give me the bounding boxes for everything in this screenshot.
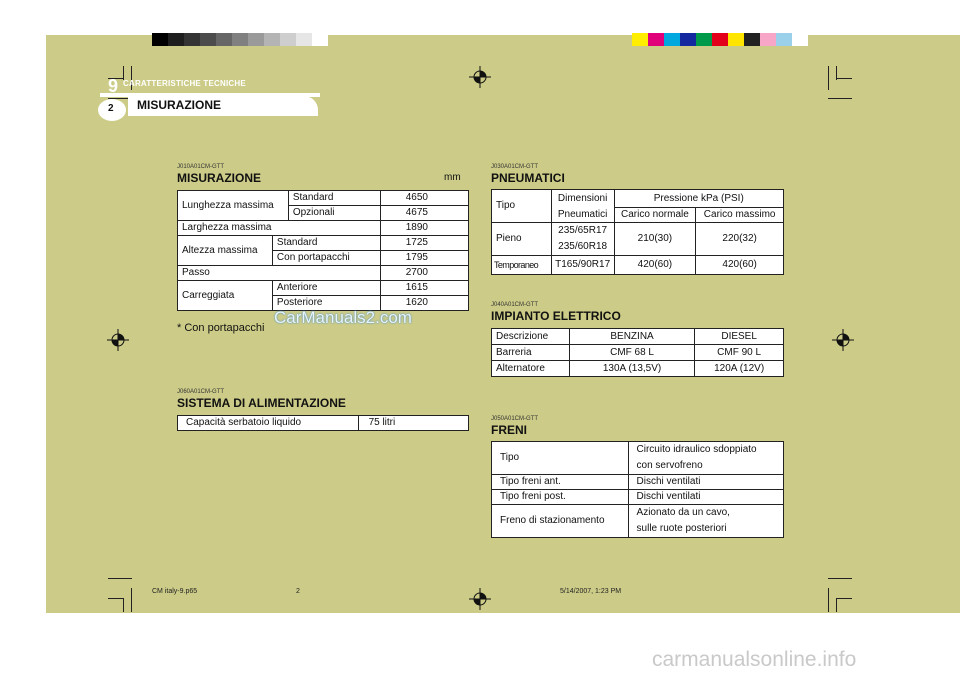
- row-label: Carreggiata: [178, 281, 273, 311]
- table-row: [178, 221, 469, 236]
- color-swatch: [184, 33, 200, 46]
- registration-target-icon: [832, 329, 854, 351]
- crop-mark: [836, 78, 852, 79]
- color-swatch: [264, 33, 280, 46]
- color-swatch: [200, 33, 216, 46]
- row-value: 2700: [381, 266, 469, 281]
- table-row: [492, 361, 784, 377]
- tire-size: 235/65R17: [558, 225, 608, 236]
- crop-mark: [108, 578, 132, 579]
- color-swatch: [712, 33, 728, 46]
- footer-date: 5/14/2007, 1:23 PM: [560, 588, 622, 595]
- row-value: 1890: [381, 221, 469, 236]
- row-label: Tipo freni ant.: [492, 475, 629, 490]
- row-value-line: Azionato da un cavo,: [636, 507, 730, 518]
- crop-mark: [108, 598, 124, 599]
- row-value: 1725: [381, 236, 469, 251]
- row-value: 75 litri: [358, 416, 468, 431]
- row-value: 1615: [381, 281, 469, 296]
- crop-mark: [123, 598, 124, 612]
- column-header: Carico normale: [614, 208, 696, 223]
- electrical-table: [491, 328, 784, 377]
- section-tab-title: MISURAZIONE: [137, 98, 221, 112]
- section-heading: IMPIANTO ELETTRICO: [491, 309, 621, 323]
- row-value: Dischi ventilati: [628, 490, 783, 505]
- row-value: 1795: [381, 251, 469, 266]
- row-value: 420(60): [614, 256, 696, 275]
- row-value: 4675: [381, 206, 469, 221]
- row-sublabel: Standard: [288, 191, 381, 206]
- dimensions-table: [177, 190, 469, 311]
- footnote: * Con portapacchi: [177, 322, 265, 334]
- section-heading: SISTEMA DI ALIMENTAZIONE: [177, 396, 346, 410]
- section-code: J040A01CM-GTT: [491, 302, 539, 308]
- fuel-table: [177, 415, 469, 431]
- crop-mark: [131, 588, 132, 612]
- row-label: Alternatore: [492, 361, 570, 377]
- color-swatch: [776, 33, 792, 46]
- table-row: [178, 266, 469, 281]
- crop-mark: [828, 588, 829, 612]
- row-label: Pieno: [492, 223, 552, 256]
- section-heading: PNEUMATICI: [491, 171, 565, 185]
- color-patch-bar: [632, 33, 808, 46]
- section-code: J010A01CM-GTT: [177, 164, 225, 170]
- row-sublabel: Opzionali: [288, 206, 381, 221]
- registration-target-icon: [469, 588, 491, 610]
- footer-brand: carmanualsonline.info: [652, 648, 857, 671]
- row-label: Descrizione: [492, 329, 570, 345]
- row-value-line: sulle ruote posteriori: [636, 523, 727, 534]
- page-number: 2: [108, 103, 114, 114]
- row-value: [628, 442, 783, 475]
- row-label: Barreria: [492, 345, 570, 361]
- crop-mark: [836, 598, 837, 612]
- table-row: [492, 345, 784, 361]
- row-value-line: Circuito idraulico sdoppiato: [636, 444, 757, 455]
- unit-label: mm: [444, 172, 461, 183]
- color-swatch: [632, 33, 648, 46]
- row-label: Passo: [178, 266, 381, 281]
- section-code: J050A01CM-GTT: [491, 416, 539, 422]
- row-value: 420(60): [696, 256, 784, 275]
- table-row: [492, 442, 784, 475]
- row-label: Capacità serbatoio liquido: [178, 416, 359, 431]
- color-swatch: [728, 33, 744, 46]
- table-row: [492, 329, 784, 345]
- row-label: Lunghezza massima: [178, 191, 289, 221]
- row-label: Tipo: [492, 442, 629, 475]
- row-value: DIESEL: [695, 329, 784, 345]
- chapter-title: CARATTERISTICHE TECNICHE: [123, 79, 246, 88]
- color-swatch: [760, 33, 776, 46]
- row-value: CMF 90 L: [695, 345, 784, 361]
- row-label: Tipo freni post.: [492, 490, 629, 505]
- footer-file: CM italy-9.p65: [152, 588, 198, 595]
- registration-target-icon: [469, 66, 491, 88]
- crop-mark: [836, 598, 852, 599]
- crop-mark: [836, 66, 837, 80]
- color-swatch: [664, 33, 680, 46]
- crop-mark: [828, 66, 829, 90]
- color-swatch: [296, 33, 312, 46]
- table-row: [178, 281, 469, 296]
- tire-size: 235/60R18: [558, 241, 608, 252]
- tires-table: [491, 189, 784, 275]
- color-swatch: [648, 33, 664, 46]
- row-sublabel: Con portapacchi: [272, 251, 380, 266]
- row-value: 1620: [381, 296, 469, 311]
- registration-target-icon: [107, 329, 129, 351]
- row-value: [628, 505, 783, 538]
- row-value: 220(32): [696, 223, 784, 256]
- table-row: [492, 505, 784, 538]
- row-value: 210(30): [614, 223, 696, 256]
- crop-mark: [123, 66, 124, 80]
- row-label: Altezza massima: [178, 236, 273, 266]
- row-sublabel: Anteriore: [272, 281, 380, 296]
- row-label: Temporaneo: [492, 256, 552, 275]
- color-swatch: [152, 33, 168, 46]
- section-heading: FRENI: [491, 423, 527, 437]
- table-row: [492, 490, 784, 505]
- footer-page: 2: [296, 588, 300, 595]
- column-header: Tipo: [492, 190, 552, 223]
- table-row: [178, 191, 469, 206]
- row-label: Freno di stazionamento: [492, 505, 629, 538]
- table-row: [492, 223, 784, 256]
- column-header: Pressione kPa (PSI): [614, 190, 783, 208]
- row-value: 130A (13,5V): [569, 361, 694, 377]
- row-value-line: con servofreno: [636, 460, 703, 471]
- color-swatch: [792, 33, 808, 46]
- row-sublabel: Posteriore: [272, 296, 380, 311]
- gray-color-bar: [152, 33, 328, 46]
- table-row: [492, 190, 784, 208]
- column-header: Dimensioni: [551, 190, 614, 208]
- row-value: 120A (12V): [695, 361, 784, 377]
- row-value: 4650: [381, 191, 469, 206]
- color-swatch: [232, 33, 248, 46]
- table-row: [492, 475, 784, 490]
- row-value: CMF 68 L: [569, 345, 694, 361]
- crop-mark: [828, 578, 852, 579]
- row-value: T165/90R17: [551, 256, 614, 275]
- color-swatch: [744, 33, 760, 46]
- chapter-number: 9: [108, 76, 119, 96]
- color-swatch: [312, 33, 328, 46]
- brakes-table: [491, 441, 784, 538]
- row-value: [551, 223, 614, 256]
- color-swatch: [680, 33, 696, 46]
- watermark: CarManuals2.com: [274, 308, 412, 327]
- section-code: J060A01CM-GTT: [177, 389, 225, 395]
- section-heading: MISURAZIONE: [177, 171, 261, 185]
- table-row: [178, 236, 469, 251]
- row-sublabel: Standard: [272, 236, 380, 251]
- color-swatch: [248, 33, 264, 46]
- section-code: J030A01CM-GTT: [491, 164, 539, 170]
- row-value: Dischi ventilati: [628, 475, 783, 490]
- row-value: BENZINA: [569, 329, 694, 345]
- color-swatch: [216, 33, 232, 46]
- color-swatch: [280, 33, 296, 46]
- table-row: [492, 256, 784, 275]
- crop-mark: [828, 98, 852, 99]
- color-swatch: [696, 33, 712, 46]
- column-header: Pneumatici: [551, 208, 614, 223]
- row-label: Larghezza massima: [178, 221, 381, 236]
- table-row: [178, 416, 469, 431]
- column-header: Carico massimo: [696, 208, 784, 223]
- color-swatch: [168, 33, 184, 46]
